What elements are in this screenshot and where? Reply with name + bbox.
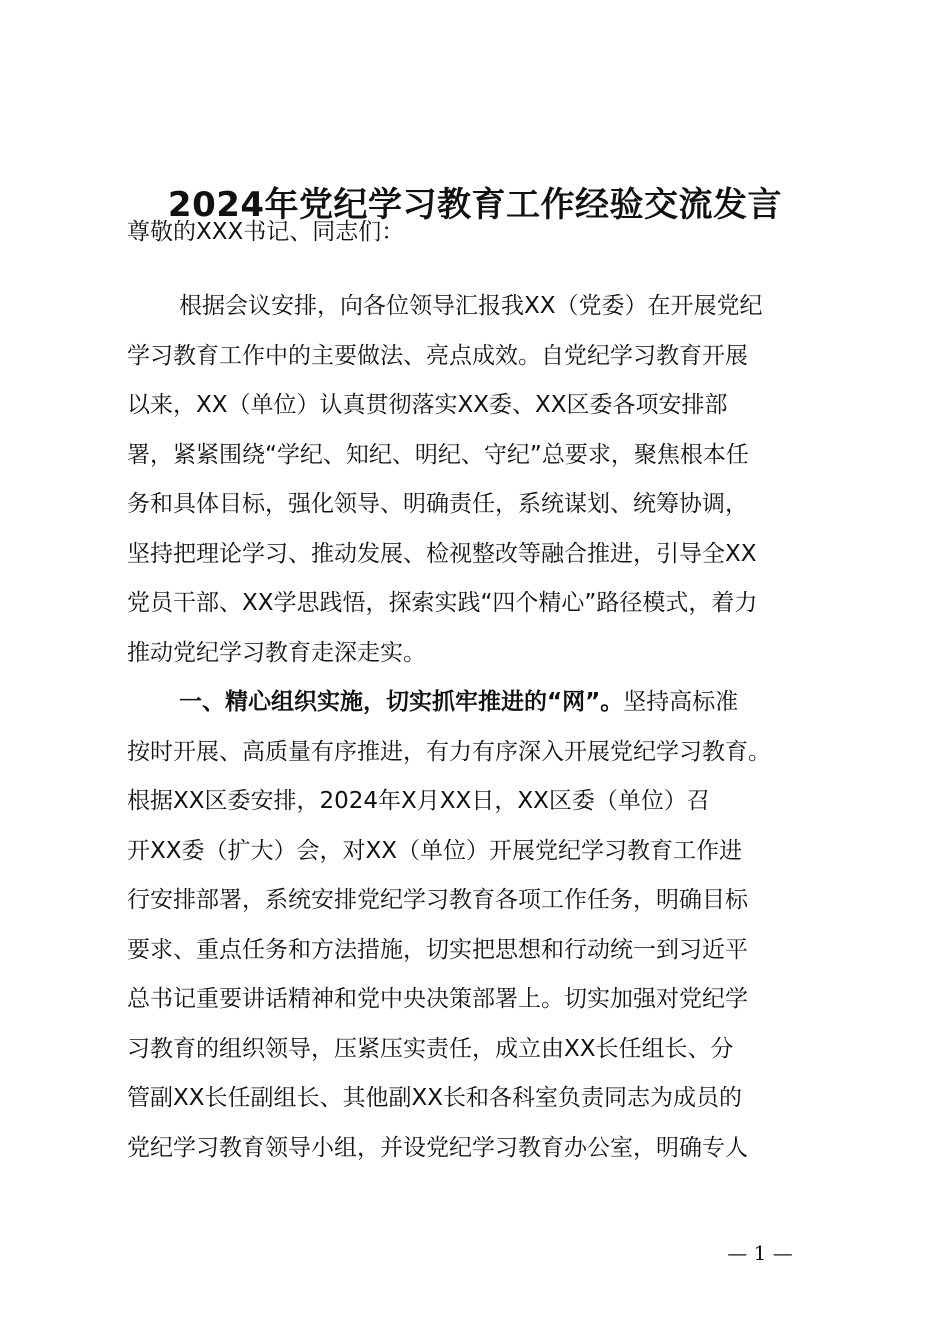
section-first-line-text: 坚持高标准 bbox=[623, 689, 739, 715]
paragraph-line: 要求、重点任务和方法措施，切实把思想和行动统一到习近平 bbox=[127, 936, 748, 963]
paragraph-line: 习教育的组织领导，压紧压实责任，成立由XX长任组长、分 bbox=[127, 1035, 734, 1062]
paragraph-line: 总书记重要讲话精神和党中央决策部署上。切实加强对党纪学 bbox=[127, 986, 748, 1012]
document-title: 2024年党纪学习教育工作经验交流发言 bbox=[167, 185, 783, 225]
paragraph-line: 学习教育工作中的主要做法、亮点成效。自党纪学习教育开展 bbox=[127, 342, 748, 369]
paragraph-line: 根据会议安排，向各位领导汇报我XX（党委）在开展党纪 bbox=[179, 293, 763, 319]
paragraph-line: 管副XX长任副组长、其他副XX长和各科室负责同志为成员的 bbox=[127, 1085, 743, 1111]
page-number: — 1 — bbox=[727, 1241, 793, 1265]
paragraph-line: 坚持把理论学习、推动发展、检视整改等融合推进，引导全XX bbox=[127, 540, 757, 567]
paragraph-line: 务和具体目标，强化领导、明确责任，系统谋划、统筹协调， bbox=[127, 491, 748, 517]
paragraph-line: 以来，XX（单位）认真贯彻落实XX委、XX区委各项安排部 bbox=[127, 392, 728, 418]
paragraph-1 bbox=[127, 282, 852, 678]
paragraph-line: 行安排部署，系统安排党纪学习教育各项工作任务，明确目标 bbox=[127, 887, 748, 913]
section-first-line bbox=[127, 678, 852, 728]
section-1 bbox=[127, 678, 852, 1173]
paragraph-line: 开XX委（扩大）会，对XX（单位）开展党纪学习教育工作进 bbox=[127, 837, 743, 864]
section-heading: 一、精心组织实施，切实抓牢推进的“网”。 bbox=[179, 689, 624, 715]
paragraph-line: 推动党纪学习教育走深走实。 bbox=[127, 639, 426, 666]
document-body bbox=[127, 282, 852, 1173]
paragraph-line: 署，紧紧围绕“学纪、知纪、明纪、守纪”总要求，聚焦根本任 bbox=[127, 441, 749, 468]
paragraph-line: 根据XX区委安排，2024年X月XX日，XX区委（单位）召 bbox=[127, 788, 710, 814]
paragraph-line: 党纪学习教育领导小组，并设党纪学习教育办公室，明确专人 bbox=[127, 1134, 748, 1161]
paragraph-line: 按时开展、高质量有序推进，有力有序深入开展党纪学习教育。 bbox=[127, 738, 771, 765]
salutation: 尊敬的XXX书记、同志们： bbox=[127, 219, 405, 245]
paragraph-line: 党员干部、XX学思践悟，探索实践“四个精心”路径模式，着力 bbox=[127, 590, 758, 616]
